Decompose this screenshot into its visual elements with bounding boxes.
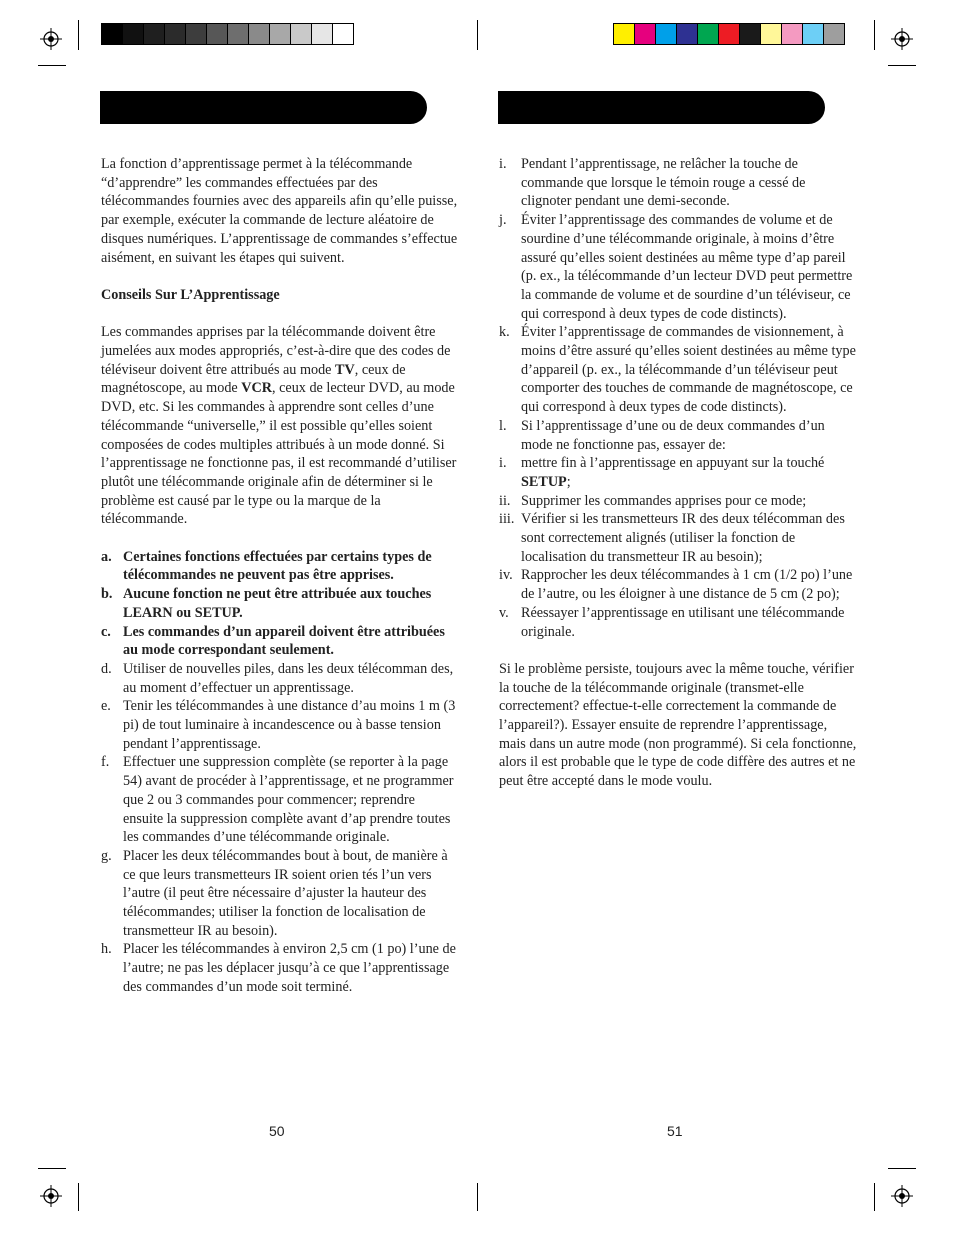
registration-mark-icon bbox=[40, 28, 62, 50]
crop-mark bbox=[874, 20, 875, 50]
list-text: Utiliser de nouvelles piles, dans les deux télécomman des, au moment d’effectuer un apprentissage. bbox=[123, 660, 454, 696]
list-text: Éviter l’apprentissage des commandes de volume et de sourdine d’une télécommande originale, à moins d’être assuré qu’elles soient destinées au même type d’ap pareil (p. ex., la télécommande d’un lecteur DVD peut permettre la commande de volume et de sourdine d’un téléviseur, ce qui correspond à deux types de code distincts). bbox=[521, 212, 853, 322]
left-column bbox=[101, 155, 458, 997]
gray-swatch bbox=[312, 24, 333, 44]
gray-swatch bbox=[228, 24, 249, 44]
left-tips-list bbox=[101, 548, 458, 997]
gray-swatch bbox=[207, 24, 228, 44]
closing-paragraph: Si le problème persiste, toujours avec la même touche, vérifier la touche de la télécommande originale (transmet-elle correctement? effectue-t-elle correctement la commande de l’appareil?). Essayer ensuite de reprendre l’apprentissage, mais dans un autre mode (non programmé). Si cela fonctionne, alors il est probable que le type de code diffère des autres et ne peut être accepté dans le mode voulu. bbox=[499, 660, 857, 790]
list-marker: h. bbox=[101, 941, 112, 958]
list-marker: i. bbox=[499, 156, 507, 172]
gray-swatch bbox=[270, 24, 291, 44]
list-item bbox=[499, 454, 857, 491]
list-item bbox=[101, 697, 458, 753]
list-text: mettre fin à l’apprentissage en appuyant sur la touché SETUP; bbox=[521, 455, 825, 490]
list-marker: e. bbox=[101, 698, 111, 715]
crop-mark bbox=[38, 1168, 66, 1169]
list-item bbox=[101, 548, 458, 585]
list-item bbox=[101, 660, 458, 697]
list-text: Placer les télécommandes à environ 2,5 cm (1 po) l’une de l’autre; ne pas les déplacer jusqu’à ce que l’apprentissage des commandes d’un mode soit terminé. bbox=[123, 941, 456, 995]
list-text: Placer les deux télécommandes bout à bout, de manière à ce que leurs transmetteurs IR soient orien tés l’un vers l’autre (il peut être nécessaire d’ajuster la hauteur des télécommandes; utiliser la fonction de localisation de transmetteur IR au besoin). bbox=[123, 847, 448, 939]
right-column bbox=[499, 155, 857, 791]
page-number-left: 50 bbox=[269, 1123, 285, 1139]
color-swatch bbox=[719, 24, 740, 44]
list-text: Effectuer une suppression complète (se reporter à la page 54) avant de procéder à l’apprentissage, et ne programmer que 2 ou 3 commandes pour commencer; reprendre ensuite la suppression complète avant d’ap prendre toutes les commandes d’une télécommande originale. bbox=[123, 754, 454, 846]
registration-mark-icon bbox=[891, 28, 913, 50]
color-swatch bbox=[635, 24, 656, 44]
list-text: Certaines fonctions effectuées par certains types de télécommandes ne peuvent pas être apprises. bbox=[123, 548, 432, 584]
list-item bbox=[499, 155, 857, 211]
list-text: Pendant l’apprentissage, ne relâcher la touche de commande que lorsque le témoin rouge a cessé de clignoter pendant une demi-seconde. bbox=[521, 156, 806, 210]
list-item bbox=[101, 585, 458, 622]
list-marker: k. bbox=[499, 324, 510, 341]
list-item bbox=[499, 492, 857, 511]
color-swatch bbox=[656, 24, 677, 44]
crop-mark bbox=[888, 65, 916, 66]
intro-paragraph: La fonction d’apprentissage permet à la télécommande “d’apprendre” les commandes effectuées par des télécommandes fournies avec des appareils afin qu’elle puisse, par exemple, exécuter la commande de lecture aléatoire de disques numériques. L’apprentissage de commandes s’effectue aisément, en suivant les étapes qui suivent. bbox=[101, 156, 458, 266]
color-swatch bbox=[824, 24, 844, 44]
crop-mark bbox=[874, 1183, 875, 1211]
list-marker: b. bbox=[101, 586, 113, 603]
color-swatch bbox=[698, 24, 719, 44]
right-tips-list bbox=[499, 155, 857, 454]
list-marker: f. bbox=[101, 754, 110, 771]
crop-mark bbox=[78, 1183, 79, 1211]
left-header-bar bbox=[100, 91, 427, 124]
list-item bbox=[499, 417, 857, 454]
gray-swatch bbox=[333, 24, 353, 44]
color-swatch bbox=[740, 24, 761, 44]
list-text: Réessayer l’apprentissage en utilisant une télécommande originale. bbox=[521, 604, 845, 640]
crop-mark bbox=[38, 65, 66, 66]
crop-mark bbox=[477, 1183, 478, 1211]
right-header-bar bbox=[498, 91, 825, 124]
list-item bbox=[101, 940, 458, 996]
gray-swatch bbox=[186, 24, 207, 44]
gray-swatch bbox=[165, 24, 186, 44]
crop-mark bbox=[477, 20, 478, 50]
list-text: Tenir les télécommandes à une distance d’au moins 1 m (3 pi) de tout luminaire à incandescence ou à basse tension pendant l’apprentissage. bbox=[123, 698, 456, 752]
list-marker: i. bbox=[499, 455, 507, 472]
list-item bbox=[499, 604, 857, 641]
list-text: Aucune fonction ne peut être attribuée aux touches LEARN ou SETUP. bbox=[123, 586, 432, 621]
list-text: Rapprocher les deux télécommandes à 1 cm (1/2 po) l’une de l’autre, ou les éloigner à une distance de 5 cm (2 po); bbox=[521, 567, 853, 603]
list-item bbox=[101, 847, 458, 941]
list-marker: l. bbox=[499, 417, 507, 434]
crop-mark bbox=[888, 1168, 916, 1169]
gray-swatch bbox=[144, 24, 165, 44]
list-text: Supprimer les commandes apprises pour ce mode; bbox=[521, 492, 807, 509]
list-marker: v. bbox=[499, 604, 509, 621]
list-marker: c. bbox=[101, 623, 111, 640]
color-swatch bbox=[614, 24, 635, 44]
registration-mark-icon bbox=[891, 1185, 913, 1207]
list-text: Les commandes d’un appareil doivent être attribuées au mode correspondant seulement. bbox=[123, 623, 445, 659]
gray-swatch bbox=[249, 24, 270, 44]
list-item bbox=[499, 566, 857, 603]
learning-modes-paragraph: Les commandes apprises par la télécommande doivent être jumelées aux modes appropriés, c’est-à-dire que des codes de téléviseur doivent être attribués au mode TV, ceux de magnétoscope, au mode VCR, ceux de lecteur DVD, au mode DVD, etc. Si les commandes à apprendre sont celles d’une télécommande “universelle,” il est possible qu’elles soient composées de codes multiples attribués à un mode donné. Si l’apprentissage ne fonctionne pas, il est recommandé d’utiliser plutôt une télécommande originale afin de déterminer si le problème est causé par le type ou la marque de la télécommande. bbox=[101, 324, 457, 528]
list-item bbox=[499, 323, 857, 417]
list-marker: iii. bbox=[499, 511, 515, 528]
list-item bbox=[101, 753, 458, 847]
list-item bbox=[101, 623, 458, 660]
grayscale-calibration-bar bbox=[101, 23, 354, 45]
section-heading: Conseils Sur L’Apprentissage bbox=[101, 286, 280, 303]
color-swatch bbox=[803, 24, 824, 44]
right-subtips-list bbox=[499, 492, 857, 642]
color-calibration-bar bbox=[613, 23, 845, 45]
color-swatch bbox=[782, 24, 803, 44]
list-marker: d. bbox=[101, 660, 112, 677]
registration-mark-icon bbox=[40, 1185, 62, 1207]
gray-swatch bbox=[291, 24, 312, 44]
list-text: Vérifier si les transmetteurs IR des deux télécomman des sont correctement alignés (utiliser la fonction de localisation du transmetteur IR au besoin); bbox=[521, 511, 845, 565]
list-marker: j. bbox=[499, 212, 507, 229]
page-number-right: 51 bbox=[667, 1123, 683, 1139]
list-marker: a. bbox=[101, 548, 112, 565]
list-text: Si l’apprentissage d’une ou de deux commandes d’un mode ne fonctionne pas, essayer de: bbox=[521, 417, 825, 453]
list-marker: g. bbox=[101, 847, 112, 864]
color-swatch bbox=[677, 24, 698, 44]
crop-mark bbox=[78, 20, 79, 50]
list-item bbox=[499, 211, 857, 323]
list-text: Éviter l’apprentissage de commandes de visionnement, à moins d’être assuré qu’elles soient destinées au même type d’appareil (p. ex., la télécommande d’un téléviseur peut comporter des touches de commande de magnétoscope, ce qui correspond à deux types de code distincts). bbox=[521, 324, 856, 416]
gray-swatch bbox=[102, 24, 123, 44]
color-swatch bbox=[761, 24, 782, 44]
list-item bbox=[499, 510, 857, 566]
list-marker: ii. bbox=[499, 492, 511, 509]
list-marker: iv. bbox=[499, 567, 513, 584]
gray-swatch bbox=[123, 24, 144, 44]
